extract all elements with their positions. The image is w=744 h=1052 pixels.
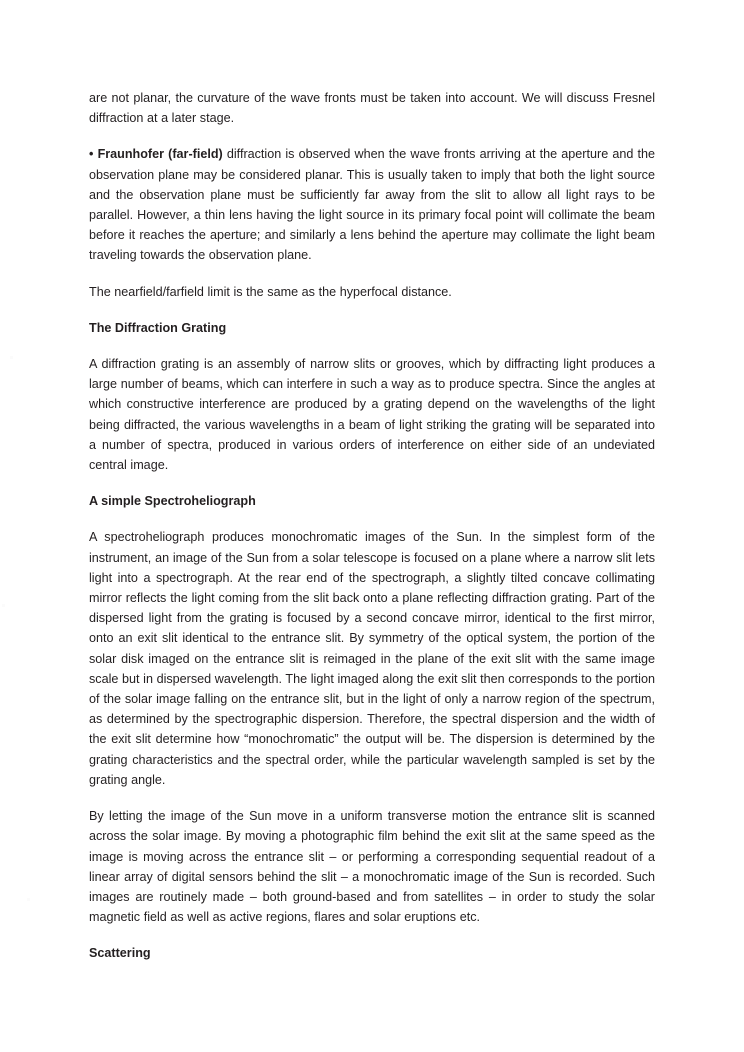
heading-diffraction-grating: The Diffraction Grating bbox=[89, 320, 227, 335]
paragraph-nearfield-farfield: The nearfield/farfield limit is the same as the hyperfocal distance. bbox=[89, 284, 452, 299]
bullet-fraunhofer bbox=[89, 144, 655, 265]
heading-simple-spectroheliograph: A simple Spectroheliograph bbox=[89, 494, 256, 509]
paragraph-scanning-solar-image: By letting the image of the Sun move in a uniform transverse motion the entrance slit is scanned across the solar image. By moving a photographic film behind the exit slit at the same speed as the image is moving across the entrance slit – or performing a corresponding sequential readout of a linear array of digital sensors behind the slit – a monochromatic image of the Sun is recorded. Such images are routinely made – both ground-based and from satellites – in order to study the solar magnetic field as well as active regions, flares and solar eruptions etc. bbox=[89, 809, 655, 925]
heading-scattering: Scattering bbox=[89, 946, 151, 961]
fraunhofer-body-text: diffraction is observed when the wave fronts arriving at the aperture and the observation plane may be considered planar. This is usually taken to imply that both the light source and the observation plane must be sufficiently far away from the slit to allow all light rays to be parallel. However, a thin lens having the light source in its primary focal point will collimate the beam before it reaches the aperture; and similarly a lens behind the aperture may collimate the light beam traveling towards the observation plane. bbox=[89, 147, 655, 263]
scan-artifact bbox=[10, 356, 13, 359]
document-text-column bbox=[89, 88, 655, 980]
paragraph-spectroheliograph-description: A spectroheliograph produces monochromatic images of the Sun. In the simplest form of the instrument, an image of the Sun from a solar telescope is focused on a plane where a narrow slit lets light into a spectrograph. At the rear end of the spectrograph, a slightly tilted concave collimating mirror reflects the light coming from the slit back onto a plane reflecting diffraction grating. Part of the dispersed light from the grating is focused by a second concave mirror, identical to the first mirror, onto an exit slit identical to the entrance slit. By symmetry of the optical system, the portion of the solar disk imaged on the entrance slit is reimaged in the plane of the exit slit with the same image scale but in dispersed wavelength. The light imaged along the exit slit then corresponds to the portion of the solar image falling on the entrance slit, but in the light of only a narrow region of the spectrum, as determined by the spectrographic dispersion. Therefore, the spectral dispersion and the width of the exit slit determine how “monochromatic” the output will be. The dispersion is determined by the grating characteristics and the spectral order, while the particular wavelength sampled is set by the grating angle. bbox=[89, 530, 655, 787]
scan-artifact bbox=[27, 898, 30, 901]
paragraph-diffraction-grating: A diffraction grating is an assembly of narrow slits or grooves, which by diffracting light produces a large number of beams, which can interfere in such a way as to produce spectra. Since the angles at which constructive interference are produced by a grating depend on the wavelengths of the light being diffracted, the various wavelengths in a beam of light striking the grating will be separated into a number of spectra, produced in various orders of interference on either side of an undeviated central image. bbox=[89, 357, 655, 473]
paragraph-fresnel-continuation: are not planar, the curvature of the wave fronts must be taken into account. We will discuss Fresnel diffraction at a later stage. bbox=[89, 91, 655, 126]
fraunhofer-term: Fraunhofer (far-field) bbox=[97, 147, 223, 162]
bullet-marker: • bbox=[89, 147, 94, 162]
scan-artifact bbox=[2, 604, 5, 607]
